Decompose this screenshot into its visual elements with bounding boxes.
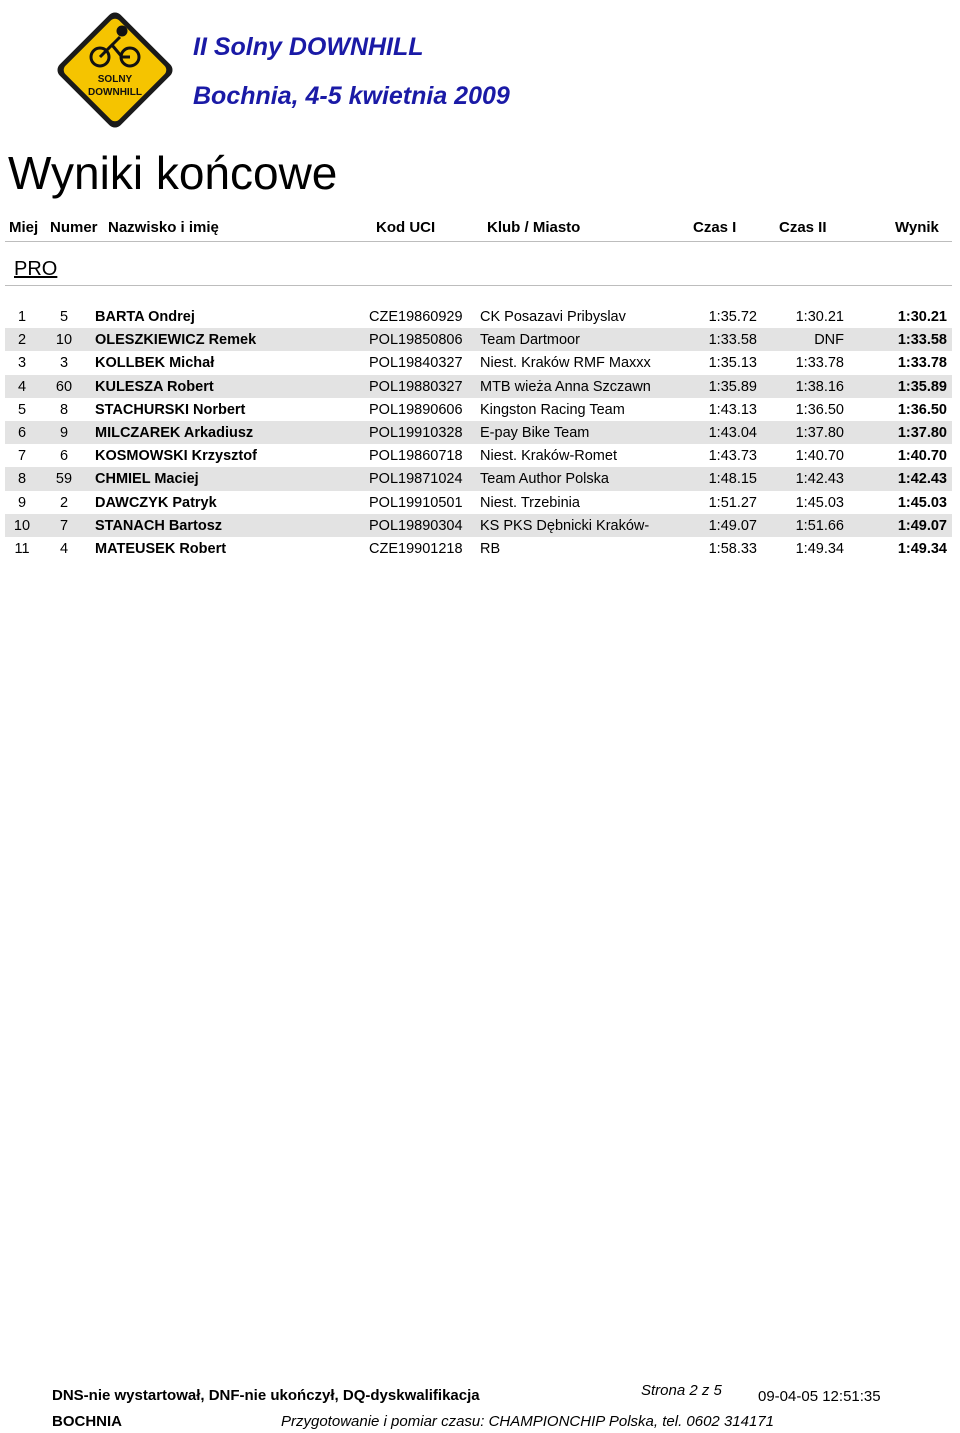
header-time2: Czas II — [779, 219, 827, 236]
cell-result: 1:30.21 — [897, 309, 947, 325]
cell-result: 1:36.50 — [897, 401, 947, 418]
event-subtitle: Bochnia, 4-5 kwietnia 2009 — [193, 82, 510, 110]
table-row — [5, 305, 952, 328]
cell-place: 1 — [17, 309, 27, 325]
cell-uci: POL19910328 — [369, 424, 463, 441]
footer-legend: DNS-nie wystartował, DNF-nie ukończył, DQ-dyskwalifikacja — [52, 1387, 480, 1404]
cell-result: 1:37.80 — [897, 424, 947, 441]
category-label: PRO — [14, 258, 58, 280]
table-row — [5, 514, 952, 537]
cell-uci: CZE19901218 — [369, 540, 463, 557]
cell-name: KULESZA Robert — [95, 378, 214, 395]
header-number: Numer — [50, 219, 98, 236]
table-row — [5, 398, 952, 421]
cell-number: 59 — [55, 471, 73, 488]
cell-uci: CZE19860929 — [369, 309, 463, 325]
cell-name: CHMIEL Maciej — [95, 471, 199, 488]
cell-number: 9 — [59, 424, 69, 441]
table-row — [5, 467, 952, 490]
cell-club: Niest. Trzebinia — [480, 494, 580, 511]
cell-time1: 1:43.13 — [708, 401, 757, 418]
cell-club: Team Author Polska — [480, 471, 609, 488]
cell-time1: 1:43.04 — [708, 424, 757, 441]
cell-time1: 1:43.73 — [708, 448, 757, 465]
cell-time2: 1:38.16 — [795, 378, 844, 395]
cell-name: KOLLBEK Michał — [95, 355, 215, 372]
cell-place: 5 — [17, 401, 27, 418]
cell-uci: POL19890304 — [369, 517, 463, 534]
event-title: II Solny DOWNHILL — [193, 33, 424, 61]
cell-result: 1:33.58 — [897, 332, 947, 349]
cell-time2: 1:30.21 — [795, 309, 844, 325]
cell-club: Kingston Racing Team — [480, 401, 625, 418]
cell-number: 10 — [55, 332, 73, 349]
cell-name: MILCZAREK Arkadiusz — [95, 424, 254, 441]
cell-uci: POL19840327 — [369, 355, 463, 372]
table-row — [5, 444, 952, 467]
cell-name: OLESZKIEWICZ Remek — [95, 332, 257, 349]
cell-uci: POL19890606 — [369, 401, 463, 418]
cell-uci: POL19860718 — [369, 448, 463, 465]
cell-uci: POL19871024 — [369, 471, 463, 488]
cell-uci: POL19910501 — [369, 494, 463, 511]
cell-time2: 1:37.80 — [795, 424, 844, 441]
cell-result: 1:49.34 — [897, 540, 947, 557]
cell-place: 11 — [14, 540, 30, 557]
cell-number: 5 — [59, 309, 69, 325]
cell-result: 1:49.07 — [897, 517, 947, 534]
cell-result: 1:45.03 — [897, 494, 947, 511]
cell-result: 1:33.78 — [897, 355, 947, 372]
cell-time2: 1:45.03 — [795, 494, 844, 511]
header-place: Miej — [9, 219, 39, 236]
cell-time1: 1:35.13 — [708, 355, 757, 372]
table-row — [5, 375, 952, 398]
logo-text-1: SOLNY — [97, 74, 133, 85]
cell-uci: POL19850806 — [369, 332, 463, 349]
table-row — [5, 537, 952, 560]
table-row — [5, 328, 952, 351]
table-row — [5, 351, 952, 374]
header-uci: Kod UCI — [376, 219, 436, 236]
header-name: Nazwisko i imię — [108, 219, 219, 236]
header-rule — [5, 241, 952, 242]
cell-time2: 1:40.70 — [795, 448, 844, 465]
cell-time1: 1:48.15 — [708, 471, 757, 488]
cell-place: 7 — [17, 448, 27, 465]
cell-time1: 1:35.89 — [708, 378, 757, 395]
event-logo — [50, 5, 180, 135]
cell-number: 4 — [59, 540, 69, 557]
cell-result: 1:42.43 — [897, 471, 947, 488]
cell-club: KS PKS Dębnicki Kraków- — [480, 517, 650, 534]
cell-time2: 1:49.34 — [795, 540, 844, 557]
cell-club: Niest. Kraków RMF Maxxx — [480, 355, 651, 372]
cell-time2: 1:42.43 — [795, 471, 844, 488]
header-time1: Czas I — [693, 219, 737, 236]
cell-time1: 1:58.33 — [708, 540, 757, 557]
cell-club: E-pay Bike Team — [480, 424, 590, 441]
cell-place: 4 — [17, 378, 27, 395]
cell-name: MATEUSEK Robert — [95, 540, 227, 557]
cell-result: 1:40.70 — [897, 448, 947, 465]
cell-uci: POL19880327 — [369, 378, 463, 395]
cell-place: 2 — [17, 332, 27, 349]
footer-page: Strona 2 z 5 — [641, 1382, 722, 1399]
cell-number: 6 — [59, 448, 69, 465]
cell-time1: 1:35.72 — [708, 309, 757, 325]
cell-number: 60 — [55, 378, 73, 395]
table-row — [5, 491, 952, 514]
cell-place: 8 — [17, 471, 27, 488]
cell-club: Team Dartmoor — [480, 332, 580, 349]
cell-name: STANACH Bartosz — [95, 517, 223, 534]
cell-time2: 1:36.50 — [795, 401, 844, 418]
cell-time1: 1:33.58 — [708, 332, 757, 349]
results-table — [5, 305, 952, 560]
cell-club: CK Posazavi Pribyslav — [480, 309, 626, 325]
footer-city: BOCHNIA — [52, 1413, 122, 1430]
cell-place: 10 — [13, 517, 31, 534]
cell-time1: 1:51.27 — [708, 494, 757, 511]
cell-club: RB — [480, 540, 501, 557]
cell-time2: DNF — [814, 332, 844, 349]
cell-number: 8 — [59, 401, 69, 418]
header-result: Wynik — [895, 219, 939, 236]
cell-time2: 1:33.78 — [795, 355, 844, 372]
cell-time2: 1:51.66 — [795, 517, 844, 534]
cell-place: 6 — [17, 424, 27, 441]
cell-number: 7 — [59, 517, 69, 534]
cell-name: BARTA Ondrej — [95, 309, 195, 325]
footer-credits: Przygotowanie i pomiar czasu: CHAMPIONCHIP Polska, tel. 0602 314171 — [281, 1413, 775, 1430]
cell-name: STACHURSKI Norbert — [95, 401, 246, 418]
cell-number: 3 — [59, 355, 69, 372]
cell-club: Niest. Kraków-Romet — [480, 448, 617, 465]
cell-time1: 1:49.07 — [708, 517, 757, 534]
cell-place: 3 — [17, 355, 27, 372]
header-club: Klub / Miasto — [487, 219, 581, 236]
footer-timestamp: 09-04-05 12:51:35 — [758, 1388, 881, 1405]
table-row — [5, 421, 952, 444]
cell-place: 9 — [17, 494, 27, 511]
cell-result: 1:35.89 — [897, 378, 947, 395]
cell-name: KOSMOWSKI Krzysztof — [95, 448, 257, 465]
cell-number: 2 — [59, 494, 69, 511]
cell-name: DAWCZYK Patryk — [95, 494, 217, 511]
logo-text-2: DOWNHILL — [88, 87, 142, 98]
page-title: Wyniki końcowe — [8, 147, 338, 199]
category-rule — [5, 285, 952, 286]
cell-club: MTB wieża Anna Szczawn — [480, 378, 651, 395]
